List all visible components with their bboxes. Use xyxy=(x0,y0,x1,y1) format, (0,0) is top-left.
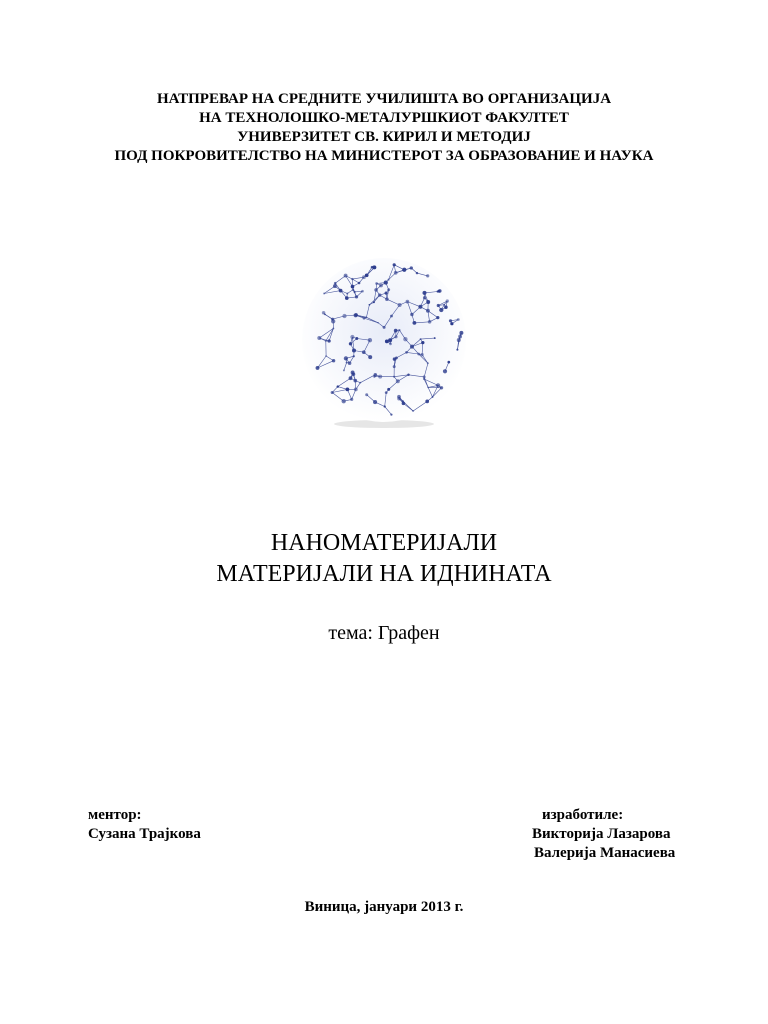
authors-label: изработиле: xyxy=(542,807,624,823)
place-date: Виница, јануари 2013 г. xyxy=(304,899,464,915)
authors-block xyxy=(530,806,675,863)
header-line: НАТПРЕВАР НА СРЕДНИТЕ УЧИЛИШТА ВО ОРГАНИЗАЦИЈА xyxy=(156,91,612,107)
mentor-label: ментор: xyxy=(88,807,142,823)
network-sphere-icon xyxy=(288,254,480,432)
author-name: Валерија Манасиева xyxy=(534,845,676,861)
document-title xyxy=(0,528,768,590)
title-line-2: МАТЕРИЈАЛИ НА ИДНИНАТА xyxy=(216,561,552,587)
author-name: Викторија Лазарова xyxy=(532,826,671,842)
header-line: ПОД ПОКРОВИТЕЛСТВО НА МИНИСТЕРОТ ЗА ОБРАЗОВАНИЕ И НАУКА xyxy=(114,148,654,164)
institution-header xyxy=(0,90,768,166)
mentor-block xyxy=(88,806,201,844)
header-line: НА ТЕХНОЛОШКО-МЕТАЛУРШКИОТ ФАКУЛТЕТ xyxy=(199,110,569,126)
topic-subtitle: тема: Графен xyxy=(328,622,440,644)
mentor-name: Сузана Трајкова xyxy=(88,826,201,842)
title-line-1: НАНОМАТЕРИЈАЛИ xyxy=(270,530,498,556)
header-line: УНИВЕРЗИТЕТ СВ. КИРИЛ И МЕТОДИЈ xyxy=(237,129,531,145)
